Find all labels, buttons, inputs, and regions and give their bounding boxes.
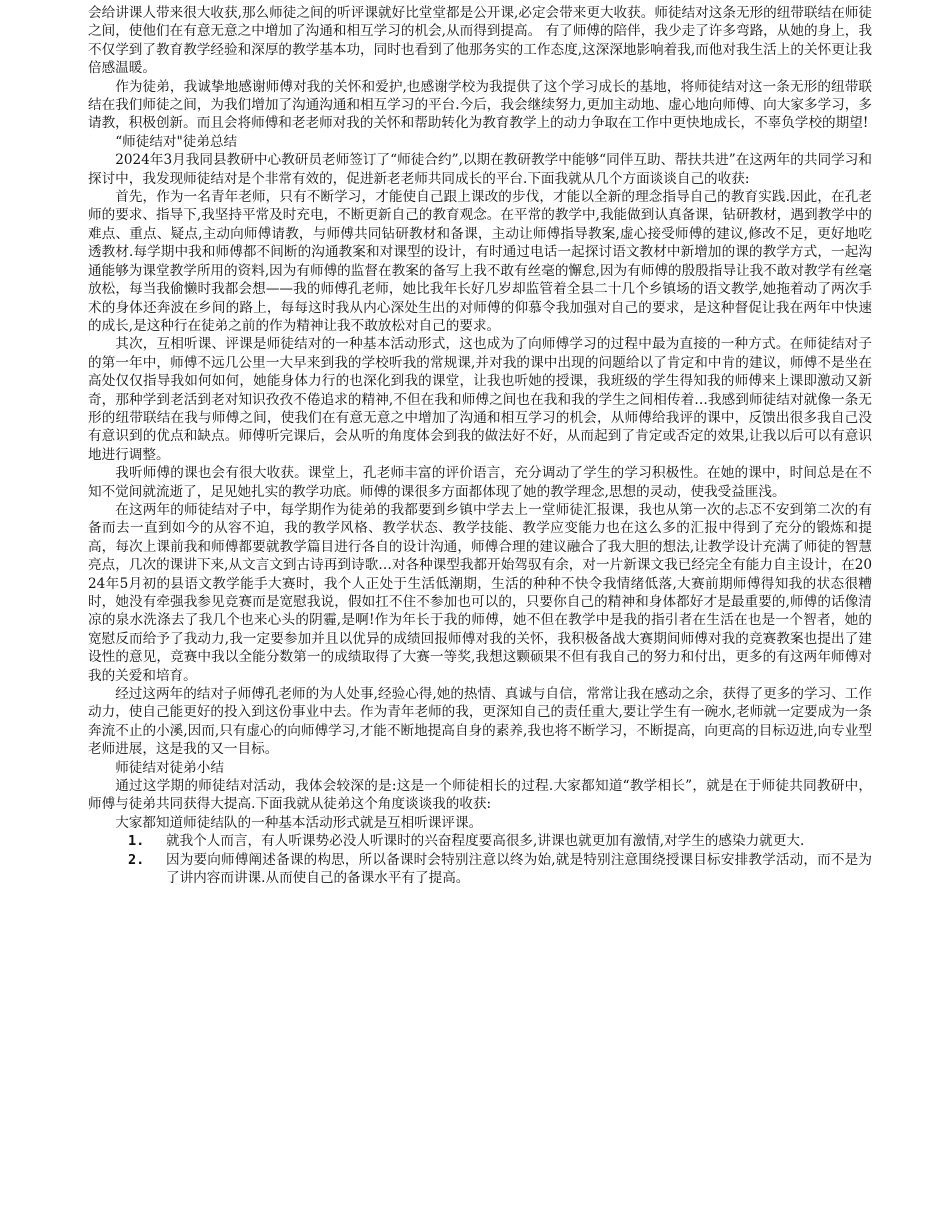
paragraph-7: 在这两年的师徒结对子中，每学期作为徒弟的我都要到乡镇中学去上一堂师徒汇报课，我也从第一次的忐忑不安到第二次的有备而去一直到如今的从容不迫，我的教学风格、教学状态、教学技能、教学应变能力也在这么多的汇报中得到了充分的锻炼和提高，每次上课前我和师傅都要就教学篇目进行各自的设计沟通，师傅合理的建议融合了我大胆的想法,让教学设计充满了师徒的智慧亮点，几次的课讲下来,从文言文到古诗再到诗歌…对各种课型我都开始驾驭有余，对一片新课文我已经完全有能力自主设计，在2024年5月初的县语文教学能手大赛时，我个人正处于生活低潮期，生活的种种不快令我情绪低落,大赛前期师傅得知我的状态很糟时，她没有牵强我参见竞赛而是宽慰我说，假如扛不住不参加也可以的，只要你自己的精神和身体都好才是最重要的,师傅的话像清凉的泉水洗涤去了我几个也来心头的阴霾,是啊!作为年长于我的师傅，她不但在教学中是我的指引者在生活在也是一个智者，她的宽慰反而给予了我动力,我一定要参加并且以优异的成绩回报师傅对我的关怀，我积极备战大赛期间师傅对我的竞赛教案也提出了建设性的意见，竞赛中我以全能分数第一的成绩取得了大赛一等奖,我想这颗硕果不但有我自己的努力和付出，更多的有这两年师傅对我的关爱和培育。 bbox=[88, 501, 872, 684]
paragraph-5: 其次，互相听课、评课是师徒结对的一种基本活动形式，这也成为了向师傅学习的过程中最为直接的一种方式。在师徒结对子的第一年中，师傅不远几公里一大早来到我的学校听我的常规课,并对我的课中出现的问题给以了肯定和中肯的建议，师傅不是坐在高处仅仅指导我如何如何，她能身体力行的也深化到我的课堂，让我也听她的授课，我班级的学生得知我的师傅来上课即激动又新奇，那种学到老活到老对知识孜孜不倦追求的精神,不但在我和师傅之间也在我和我的学生之间相传着…我感到师徒结对就像一条无形的纽带联结在我与师傅之间，使我们在有意无意之中增加了沟通和相互学习的机会，从师傅给我评的课中，反馈出很多我自己没有意识到的优点和缺点。师傅听完课后，会从听的角度体会到我的做法好不好，从而起到了肯定或否定的效果,让我以后可以有意识地进行调整。 bbox=[88, 336, 872, 463]
paragraph-2: 作为徒弟，我诚挚地感谢师傅对我的关怀和爱护,也感谢学校为我提供了这个学习成长的基地，将师徒结对这一条无形的纽带联结在我们师徒之间，为我们增加了沟通沟通和相互学习的平台.今后，我会继续努力,更加主动地、虚心地向师傅、向大家多学习，多请教，积极创新。而且会将师傅和老老师对我的关怀和帮助转化为教育教学上的动力争取在工作中更快地成长，不辜负学校的期望! bbox=[88, 78, 872, 132]
list-text: 因为要向师傅阐述备课的构思，所以备课时会特别注意以终为始,就是特别注意围绕授课目标安排教学活动，而不是为了讲内容而讲课.从而使自己的备课水平有了提高。 bbox=[166, 851, 872, 887]
paragraph-8: 经过这两年的结对子师傅孔老师的为人处事,经验心得,她的热情、真诚与自信，常常让我在感动之余，获得了更多的学习、工作动力，使自己能更好的投入到这份事业中去。作为青年老师的我，更深知自己的责任重大,要让学生有一碗水,老师就一定要成为一条奔流不止的小溪,因而,只有虚心的向师傅学习,才能不断地提高自身的素养,我也将不断学习，不断提高，向更高的目标迈进,向专业型老师进展，这是我的又一目标。 bbox=[88, 686, 872, 758]
paragraph-3: 2024年3月我同县教研中心教研员老师签订了“师徒合约”,以期在教研教学中能够“同伴互助、帮扶共进”在这两年的共同学习和探讨中，我发现师徒结对是个非常有效的，促进新老老师共同成长的平台.下面我就从几个方面谈谈自己的收获: bbox=[88, 152, 872, 187]
list-number: 2. bbox=[128, 851, 145, 868]
paragraph-9: 通过这学期的师徒结对活动，我体会较深的是:这是一个师徒相长的过程.大家都知道“教学相长”，就是在于师徒共同教研中，师傅与徒弟共同获得大提高.下面我就从徒弟这个角度谈谈我的收获: bbox=[88, 778, 872, 813]
section-heading-2: 师徒结对徒弟小结 bbox=[115, 759, 224, 776]
list-text: 就我个人而言，有人听课势必没人听课时的兴奋程度要高很多,讲课也就更加有激情,对学生的感染力就更大. bbox=[166, 833, 805, 850]
paragraph-4: 首先，作为一名青年老师，只有不断学习，才能使自己跟上课改的步伐，才能以全新的理念指导自己的教育实践.因此，在孔老师的要求、指导下,我坚持平常及时充电，不断更新自己的教育观念。在平常的教学中,我能做到认真备课，钻研教材，遇到教学中的难点、重点、疑点,主动向师傅请教，与师傅共同钻研教材和备课，主动让师傅指导教案,虚心接受师傅的建议,修改不足，更好地吃透教材.每学期中我和师傅都不间断的沟通教案和对课型的设计，有时通过电话一起探讨语文教材中新增加的课的教学方式，一起沟通能够为课堂教学所用的资料,因为有师傅的监督在教案的备写上我不敢有丝毫的懈怠,因为有师傅的殷殷指导让我不敢对教学有丝毫放松，每当我偷懒时我都会想——我的师傅孔老师，她比我年长好几岁却监管着全县二十几个乡镇场的语文教学,她拖着动了两次手术的身体还奔波在乡间的路上，每每这时我从内心深处生出的对师傅的仰慕令我加强对自己的要求，是这种督促让我在两年中快速的成长,是这种行在徒弟之前的作为精神让我不敢放松对自己的要求。 bbox=[88, 189, 872, 334]
paragraph-1: 会给讲课人带来很大收获,那么师徒之间的听评课就好比堂堂都是公开课,必定会带来更大收获。师徒结对这条无形的纽带联结在师徒之间，使他们在有意无意之中增加了沟通和相互学习的机会,从而得到提高。 有了师傅的陪伴，我少走了许多弯路，从她的身上，我不仅学到了教育教学经验和深厚的教学基本功，同时也看到了他那务实的工作态度,这深深地影响着我,而他对我生活上的关怀更让我倍感温暖。 bbox=[88, 5, 872, 77]
list-item bbox=[88, 851, 872, 888]
paragraph-6: 我听师傅的课也会有很大收获。课堂上，孔老师丰富的评价语言，充分调动了学生的学习积极性。在她的课中，时间总是在不知不觉间就流逝了，足见她扎实的教学功底。师傅的课很多方面都体现了她的教学理念,思想的灵动，使我受益匪浅。 bbox=[88, 465, 872, 500]
list-item bbox=[88, 832, 872, 850]
numbered-list bbox=[88, 832, 872, 887]
paragraph-10: 大家都知道师徒结队的一种基本活动形式就是互相听课评课。 bbox=[115, 814, 483, 831]
list-number: 1. bbox=[128, 833, 145, 850]
section-heading-1: “师徒结对"徒弟总结 bbox=[115, 133, 238, 150]
